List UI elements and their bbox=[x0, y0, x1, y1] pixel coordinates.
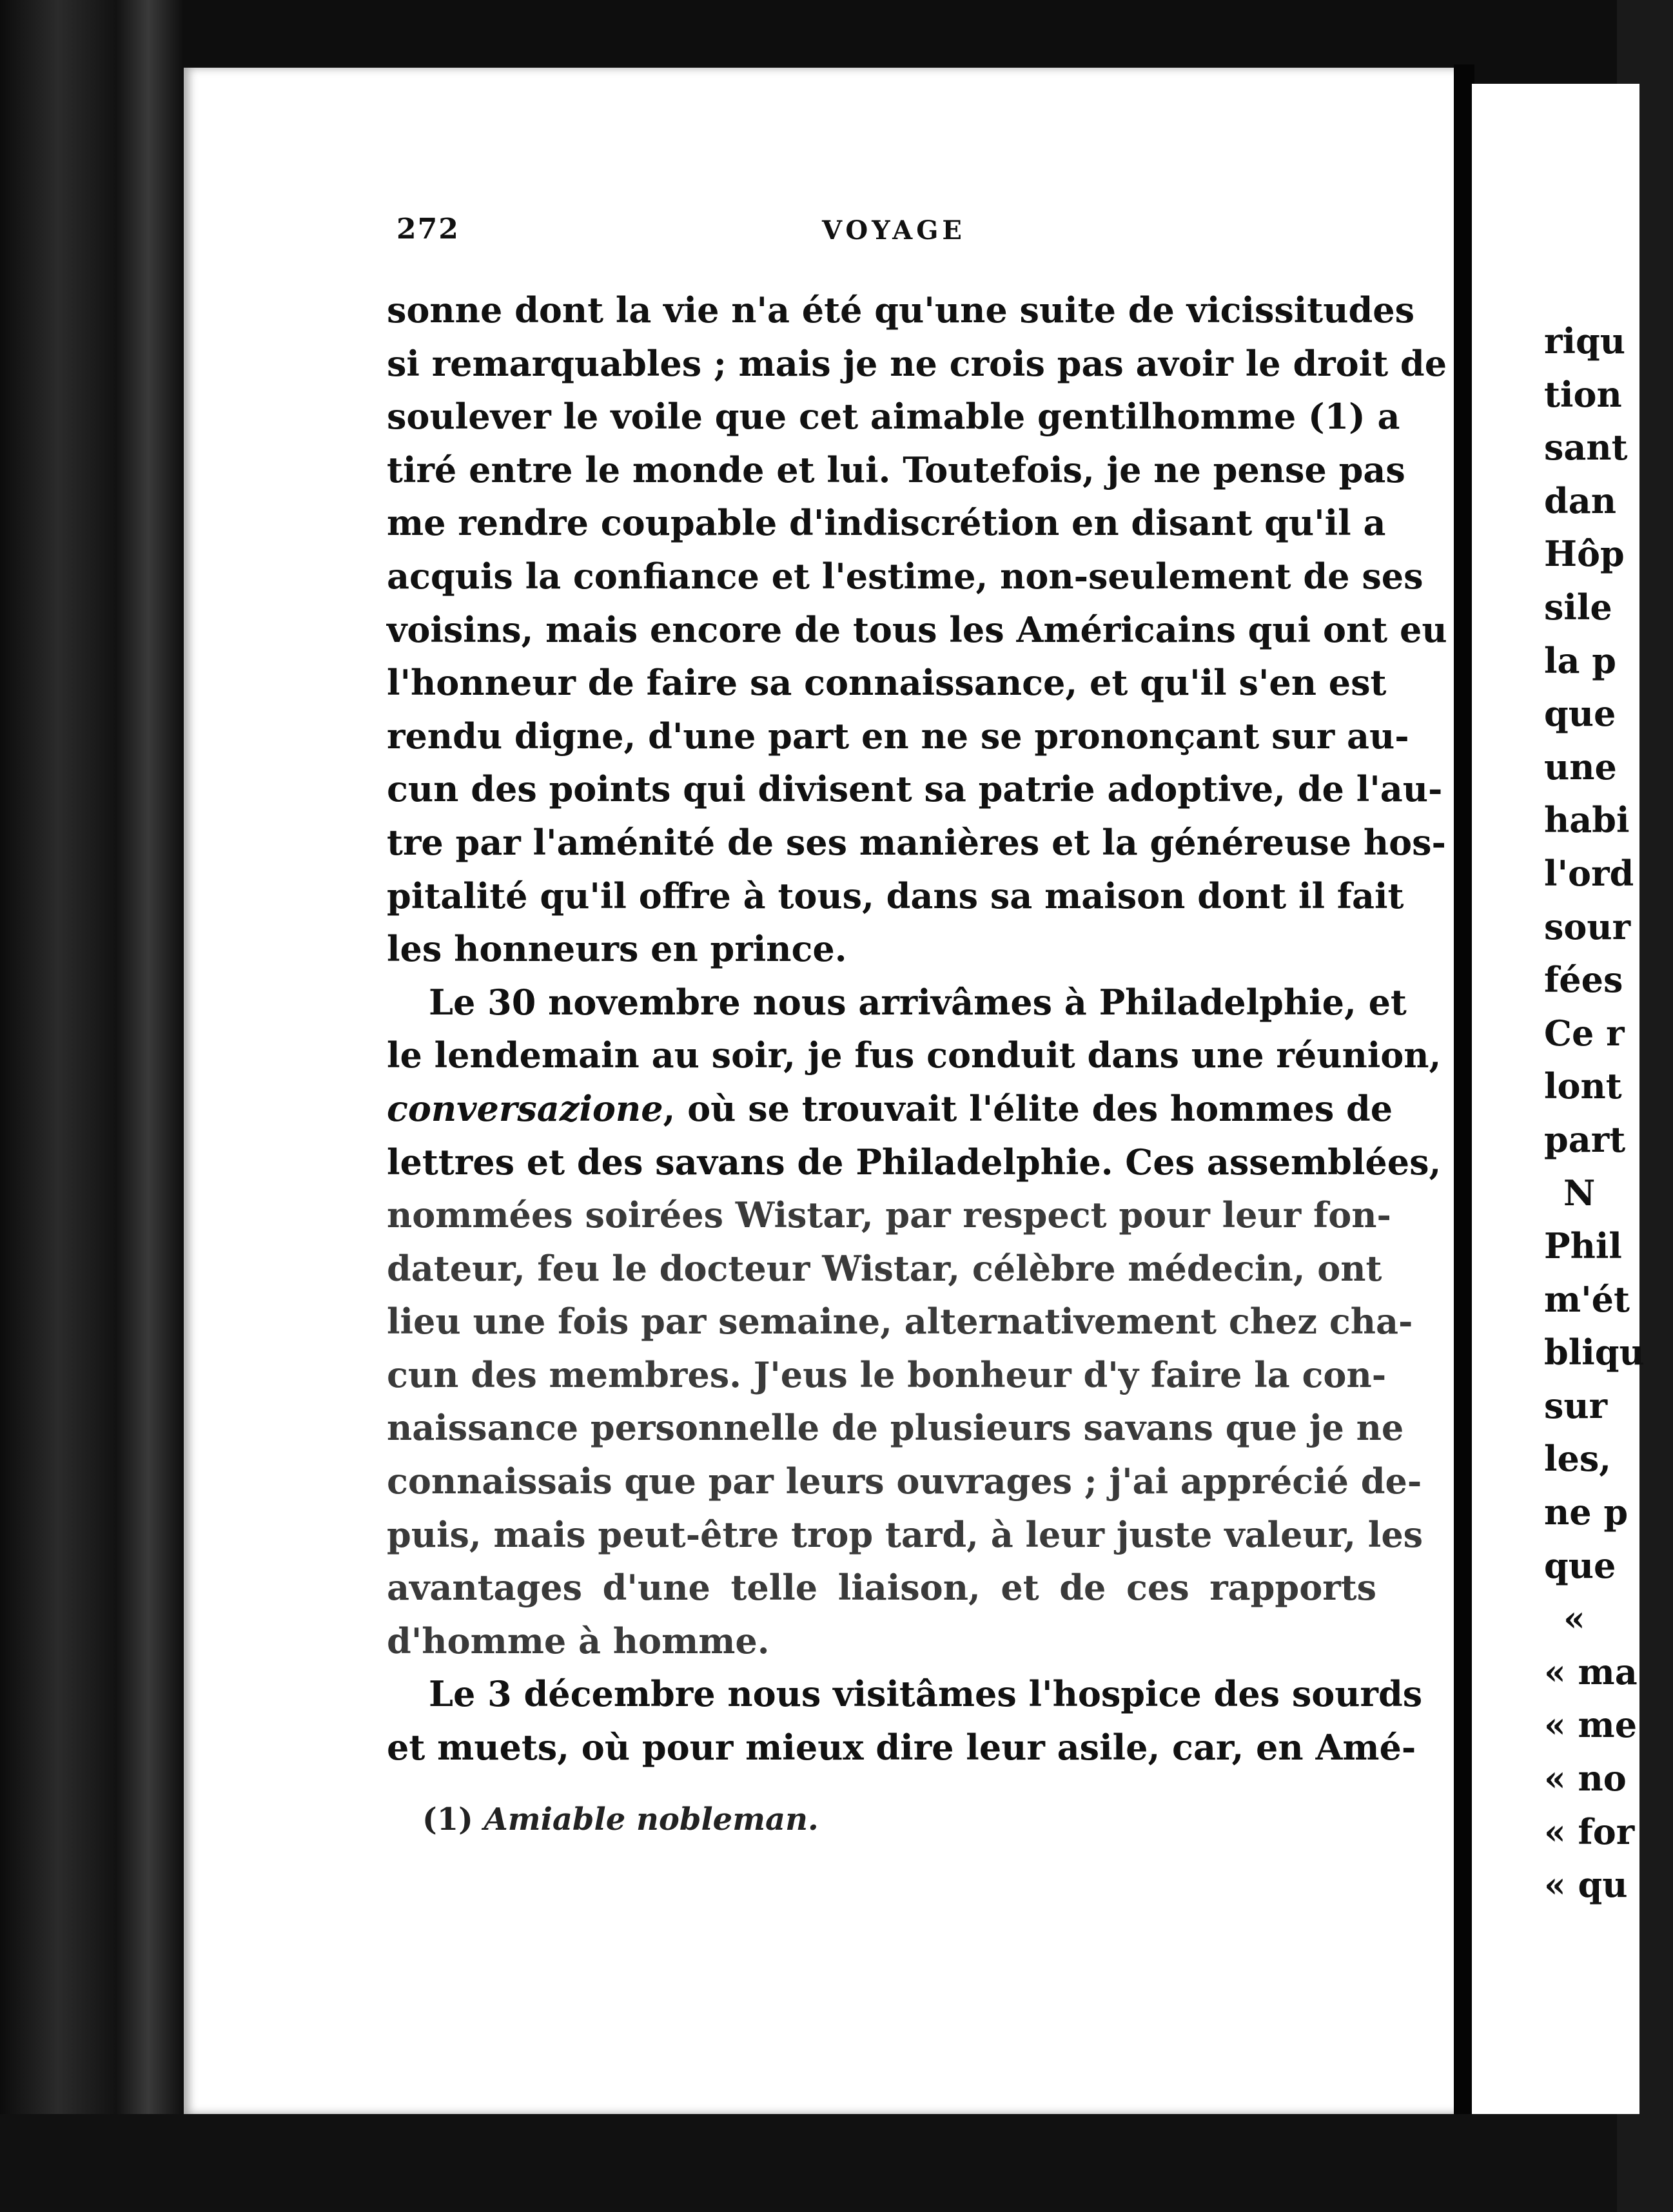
text-line: Le 30 novembre nous arrivâmes à Philadelphie, et bbox=[429, 981, 1407, 1023]
footnote-text: Amiable nobleman. bbox=[484, 1801, 819, 1838]
right-text-line: « bbox=[1563, 1598, 1585, 1640]
text-line: Le 3 décembre nous visitâmes l'hospice des sourds bbox=[429, 1673, 1423, 1715]
text-line: lieu une fois par semaine, alternativement chez cha- bbox=[387, 1301, 1413, 1343]
scan-bottom-border bbox=[0, 2114, 1617, 2212]
right-text-line: l'ord bbox=[1544, 852, 1634, 894]
right-text-line: part bbox=[1544, 1118, 1626, 1160]
text-line: me rendre coupable d'indiscrétion en disant qu'il a bbox=[387, 502, 1386, 544]
text-line: rendu digne, d'une part en ne se prononçant sur au- bbox=[387, 715, 1409, 757]
text-line: tiré entre le monde et lui. Toutefois, je ne pense pas bbox=[387, 449, 1405, 490]
text-line: soulever le voile que cet aimable gentilhomme (1) a bbox=[387, 396, 1400, 438]
page-number: 272 bbox=[396, 213, 460, 246]
text-line-italic bbox=[387, 1082, 1393, 1136]
right-text-line: que bbox=[1544, 693, 1616, 735]
right-page-text bbox=[1544, 315, 1673, 1912]
right-text-line: sant bbox=[1544, 427, 1628, 469]
right-text-line: tion bbox=[1544, 373, 1622, 415]
right-text-line: Hôp bbox=[1544, 533, 1625, 575]
right-text-line: riqu bbox=[1544, 320, 1625, 362]
text-line: si remarquables ; mais je ne crois pas avoir le droit de bbox=[387, 342, 1447, 384]
right-text-line: « qu bbox=[1544, 1864, 1628, 1906]
running-head: VOYAGE bbox=[822, 215, 966, 246]
text-line: voisins, mais encore de tous les Américains qui ont eu bbox=[387, 608, 1447, 650]
right-text-line: Ce r bbox=[1544, 1012, 1625, 1054]
right-text-line: m'ét bbox=[1544, 1278, 1630, 1320]
text-line: naissance personnelle de plusieurs savans que je ne bbox=[387, 1407, 1404, 1449]
text-line: cun des points qui divisent sa patrie adoptive, de l'au- bbox=[387, 768, 1443, 810]
right-text-line: sur bbox=[1544, 1384, 1608, 1426]
text-line: sonne dont la vie n'a été qu'une suite de vicissitudes bbox=[387, 289, 1415, 331]
right-text-line: les, bbox=[1544, 1438, 1612, 1480]
right-text-line: « for bbox=[1544, 1810, 1635, 1852]
text-line: connaissais que par leurs ouvrages ; j'ai apprécié de- bbox=[387, 1460, 1422, 1502]
italic-line-rest: , où se trouvait l'élite des hommes de bbox=[663, 1087, 1393, 1129]
page-header bbox=[396, 213, 1367, 251]
text-line: le lendemain au soir, je fus conduit dans une réunion, bbox=[387, 1034, 1442, 1076]
right-text-line: ne p bbox=[1544, 1491, 1629, 1533]
footnote-number: (1) bbox=[422, 1801, 473, 1838]
text-line: nommées soirées Wistar, par respect pour leur fon- bbox=[387, 1194, 1391, 1236]
right-text-line: N bbox=[1563, 1172, 1596, 1214]
text-line: lettres et des savans de Philadelphie. Ces assemblées, bbox=[387, 1141, 1442, 1183]
right-text-line: lont bbox=[1544, 1065, 1622, 1107]
text-line: avantages d'une telle liaison, et de ces rapports bbox=[387, 1567, 1376, 1609]
right-text-line: « me bbox=[1544, 1704, 1638, 1746]
text-line: d'homme à homme. bbox=[387, 1620, 770, 1662]
text-line: l'honneur de faire sa connaissance, et qu'il s'en est bbox=[387, 662, 1387, 704]
text-line: pitalité qu'il offre à tous, dans sa maison dont il fait bbox=[387, 875, 1404, 917]
right-text-line: sour bbox=[1544, 906, 1631, 947]
right-text-line: une bbox=[1544, 746, 1617, 788]
right-text-line: « ma bbox=[1544, 1651, 1638, 1693]
text-line: puis, mais peut-être trop tard, à leur juste valeur, les bbox=[387, 1513, 1424, 1555]
footnote bbox=[422, 1801, 1067, 1838]
text-line: et muets, où pour mieux dire leur asile, car, en Amé- bbox=[387, 1727, 1416, 1769]
right-text-line: dan bbox=[1544, 480, 1617, 521]
right-text-line: fées bbox=[1544, 959, 1623, 1001]
body-text bbox=[387, 284, 1447, 1774]
text-line: les honneurs en prince. bbox=[387, 928, 847, 970]
right-text-line: bliqu bbox=[1544, 1332, 1645, 1373]
right-text-line: Phil bbox=[1544, 1225, 1622, 1267]
right-text-line: la p bbox=[1544, 639, 1617, 681]
right-text-line: sile bbox=[1544, 586, 1612, 628]
text-line: dateur, feu le docteur Wistar, célèbre médecin, ont bbox=[387, 1247, 1382, 1289]
right-text-line: « no bbox=[1544, 1758, 1627, 1800]
text-line: cun des membres. J'eus le bonheur d'y faire la con- bbox=[387, 1353, 1387, 1395]
text-line: acquis la confiance et l'estime, non-seulement de ses bbox=[387, 555, 1424, 597]
right-text-line: que bbox=[1544, 1544, 1616, 1586]
text-line: tre par l'aménité de ses manières et la généreuse hos- bbox=[387, 821, 1446, 863]
italic-word: conversazione bbox=[387, 1087, 663, 1129]
right-text-line: habi bbox=[1544, 799, 1630, 841]
